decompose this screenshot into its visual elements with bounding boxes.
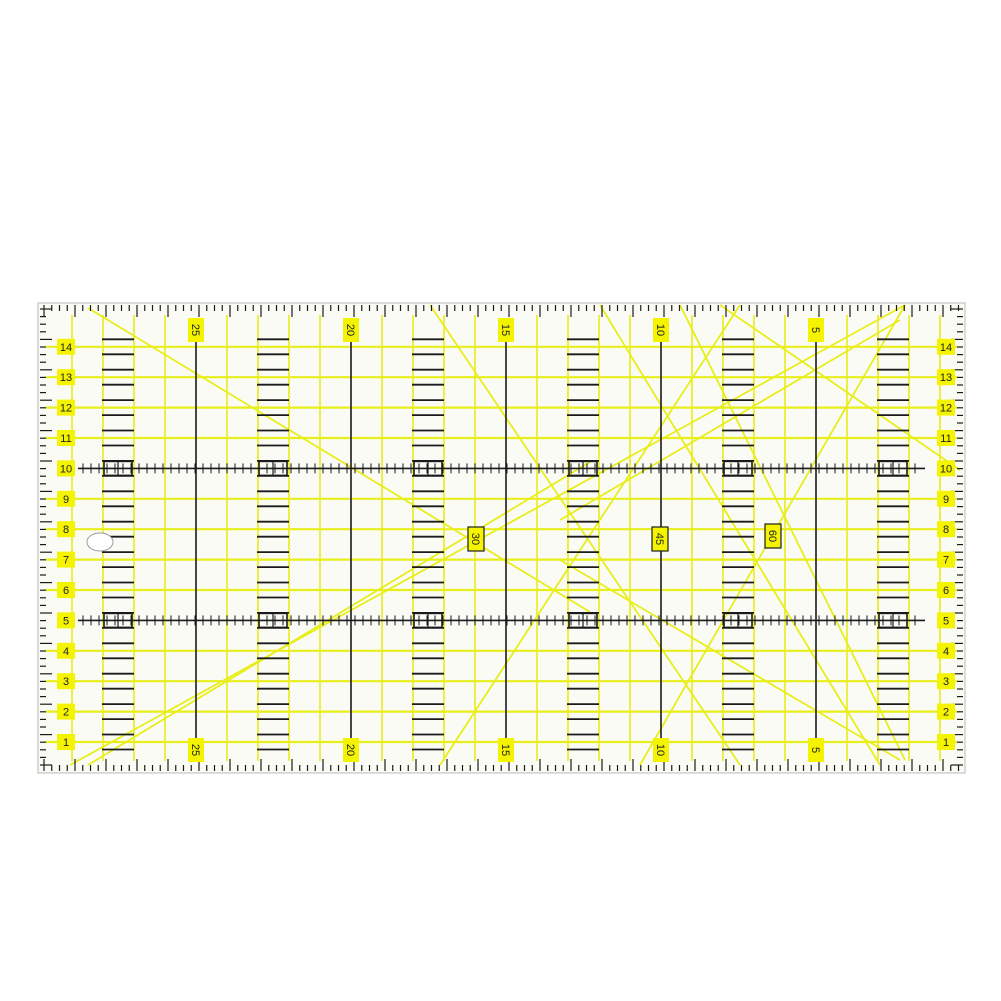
row-label: 12 bbox=[939, 402, 953, 415]
column-label: 20 bbox=[344, 323, 356, 337]
row-label: 8 bbox=[942, 524, 950, 537]
row-label: 13 bbox=[59, 372, 73, 385]
row-label: 6 bbox=[942, 585, 950, 597]
row-label: 6 bbox=[62, 585, 70, 597]
row-label: 1 bbox=[62, 737, 70, 749]
row-label: 9 bbox=[62, 493, 70, 506]
column-label: 5 bbox=[809, 746, 821, 754]
column-label: 10 bbox=[654, 323, 666, 337]
column-label: 5 bbox=[809, 326, 821, 334]
row-label: 3 bbox=[62, 676, 70, 689]
row-label: 5 bbox=[942, 615, 950, 628]
column-label: 10 bbox=[654, 743, 666, 757]
row-label: 11 bbox=[60, 433, 72, 445]
angle-label: 45 bbox=[653, 532, 665, 546]
column-label: 15 bbox=[499, 743, 511, 757]
row-label: 8 bbox=[62, 524, 70, 537]
row-label: 7 bbox=[62, 554, 70, 567]
column-label: 25 bbox=[189, 743, 201, 757]
row-label: 2 bbox=[942, 706, 950, 719]
row-label: 13 bbox=[939, 372, 953, 385]
row-label: 9 bbox=[942, 493, 950, 506]
column-label: 20 bbox=[344, 743, 356, 757]
angle-label: 60 bbox=[766, 529, 778, 543]
row-label: 1 bbox=[942, 737, 950, 749]
column-label: 15 bbox=[499, 323, 511, 337]
row-label: 10 bbox=[59, 463, 73, 476]
column-label: 25 bbox=[189, 323, 201, 337]
row-label: 14 bbox=[59, 341, 73, 354]
row-label: 11 bbox=[940, 433, 952, 445]
ruler-plate bbox=[38, 303, 965, 773]
row-label: 2 bbox=[62, 706, 70, 719]
row-label: 3 bbox=[942, 676, 950, 689]
row-label: 10 bbox=[939, 463, 953, 476]
hanging-hole bbox=[87, 533, 113, 551]
row-label: 12 bbox=[59, 402, 73, 415]
row-label: 5 bbox=[62, 615, 70, 628]
row-label: 4 bbox=[942, 645, 950, 658]
row-label: 4 bbox=[62, 645, 70, 658]
angle-label: 30 bbox=[469, 532, 481, 546]
row-label: 7 bbox=[942, 554, 950, 567]
row-label: 14 bbox=[939, 341, 953, 354]
